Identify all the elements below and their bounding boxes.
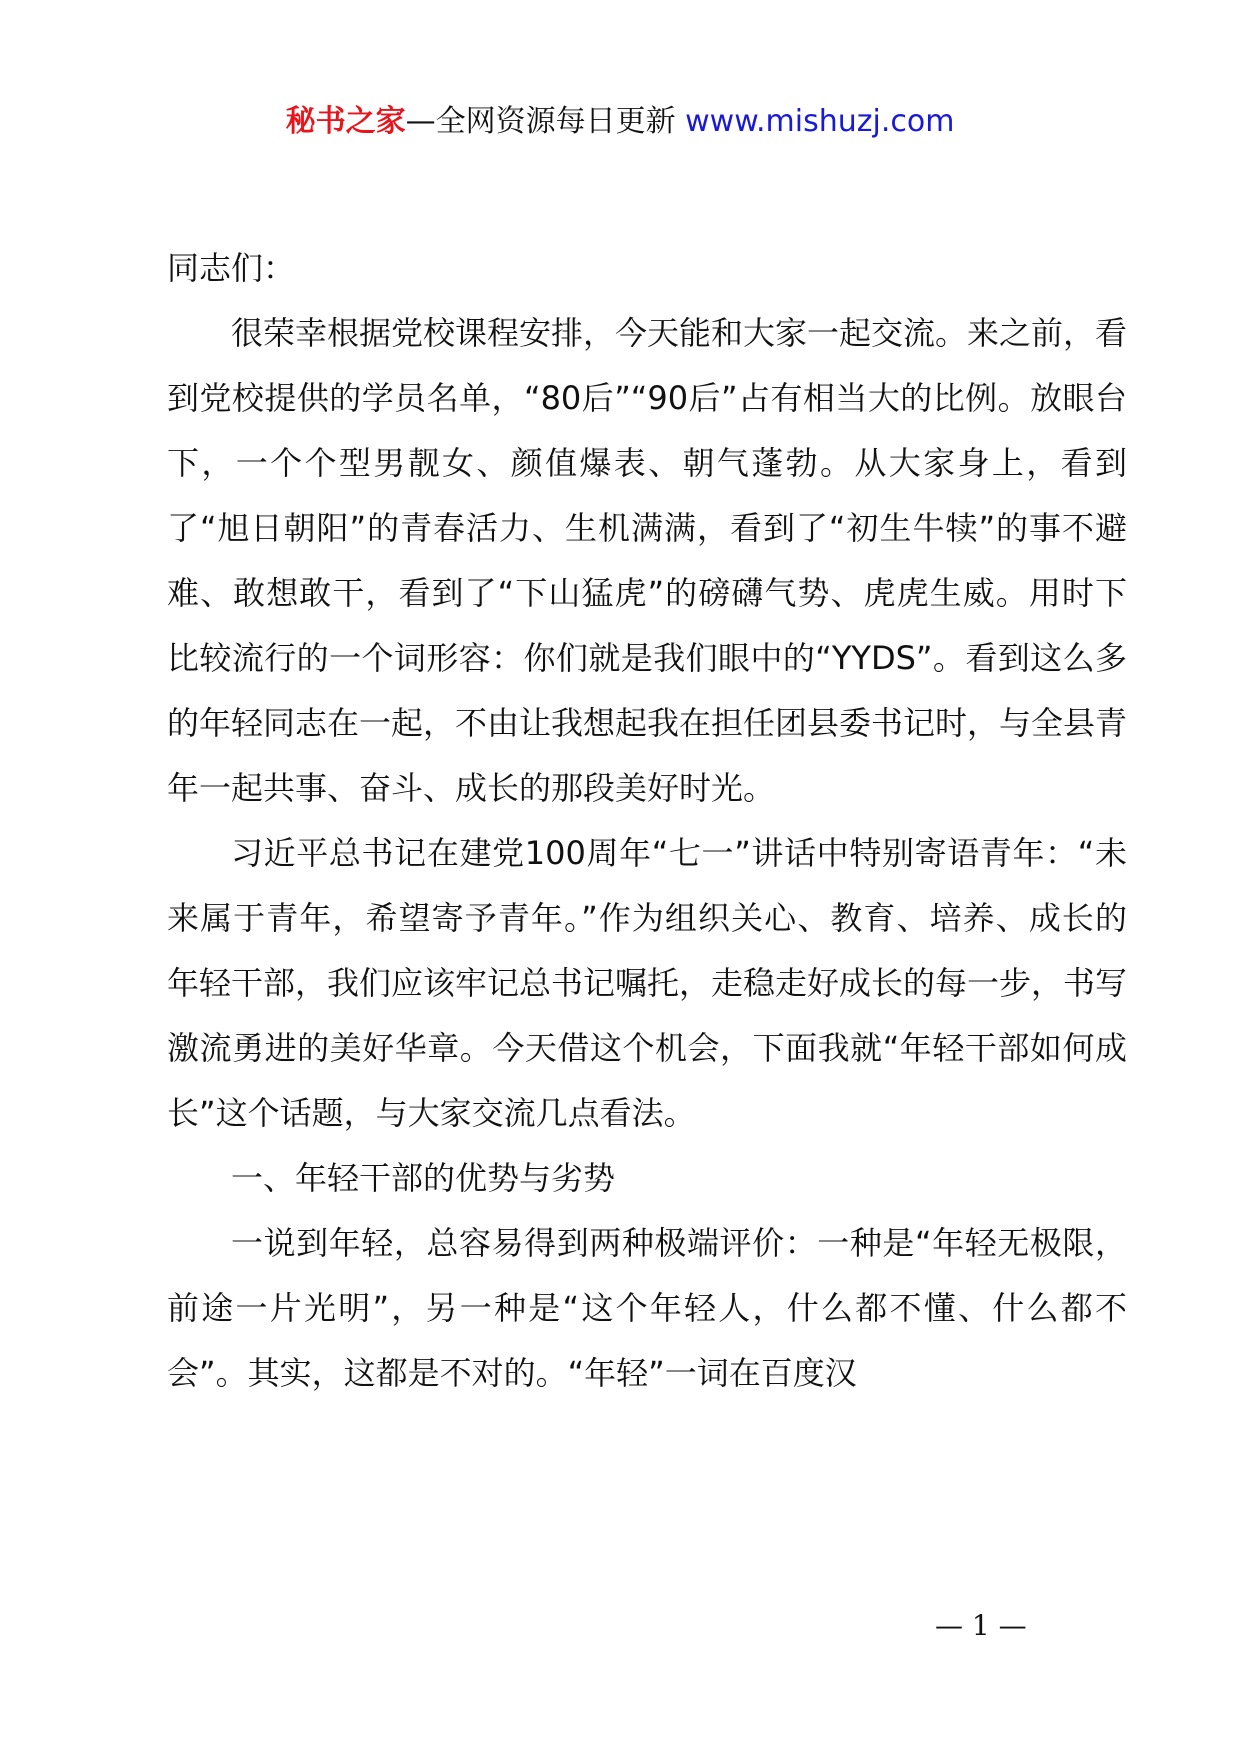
salutation: 同志们：	[167, 249, 296, 287]
paragraph-opening: 很荣幸根据党校课程安排，今天能和大家一起交流。来之前，看到党校提供的学员名单，“80后”“90后”占有相当大的比例。放眼台下，一个个型男靓女、颜值爆表、朝气蓬勃。从大家身上，看到了“旭日朝阳”的青春活力、生机满满，看到了“初生牛犊”的事不避难、敢想敢干，看到了“下山猛虎”的磅礴气势、虎虎生威。用时下比较流行的一个词形容：你们就是我们眼中的“YYDS”。看到这么多的年轻同志在一起，不由让我想起我在担任团县委书记时，与全县青年一起共事、奋斗、成长的那段美好时光。	[167, 314, 1128, 807]
paragraph-section-one: 一说到年轻，总容易得到两种极端评价：一种是“年轻无极限，前途一片光明”，另一种是“这个年轻人，什么都不懂、什么都不会”。其实，这都是不对的。“年轻”一词在百度汉	[167, 1224, 1127, 1392]
paragraph-quote: 习近平总书记在建党100周年“七一”讲话中特别寄语青年：“未来属于青年，希望寄予青年。”作为组织关心、教育、培养、成长的年轻干部，我们应该牢记总书记嘱托，走稳走好成长的每一步，书写激流勇进的美好华章。今天借这个机会，下面我就“年轻干部如何成长”这个话题，与大家交流几点看法。	[167, 834, 1128, 1132]
section-heading: 一、年轻干部的优势与劣势	[231, 1159, 616, 1197]
page-number: — 1 —	[935, 1609, 1027, 1642]
document-body	[167, 236, 1127, 1406]
site-slogan: —全网资源每日更新	[405, 104, 676, 139]
brand-name: 秘书之家	[285, 104, 406, 139]
site-url-link[interactable]: www.mishuzj.com	[685, 104, 955, 139]
site-header	[0, 102, 1240, 142]
